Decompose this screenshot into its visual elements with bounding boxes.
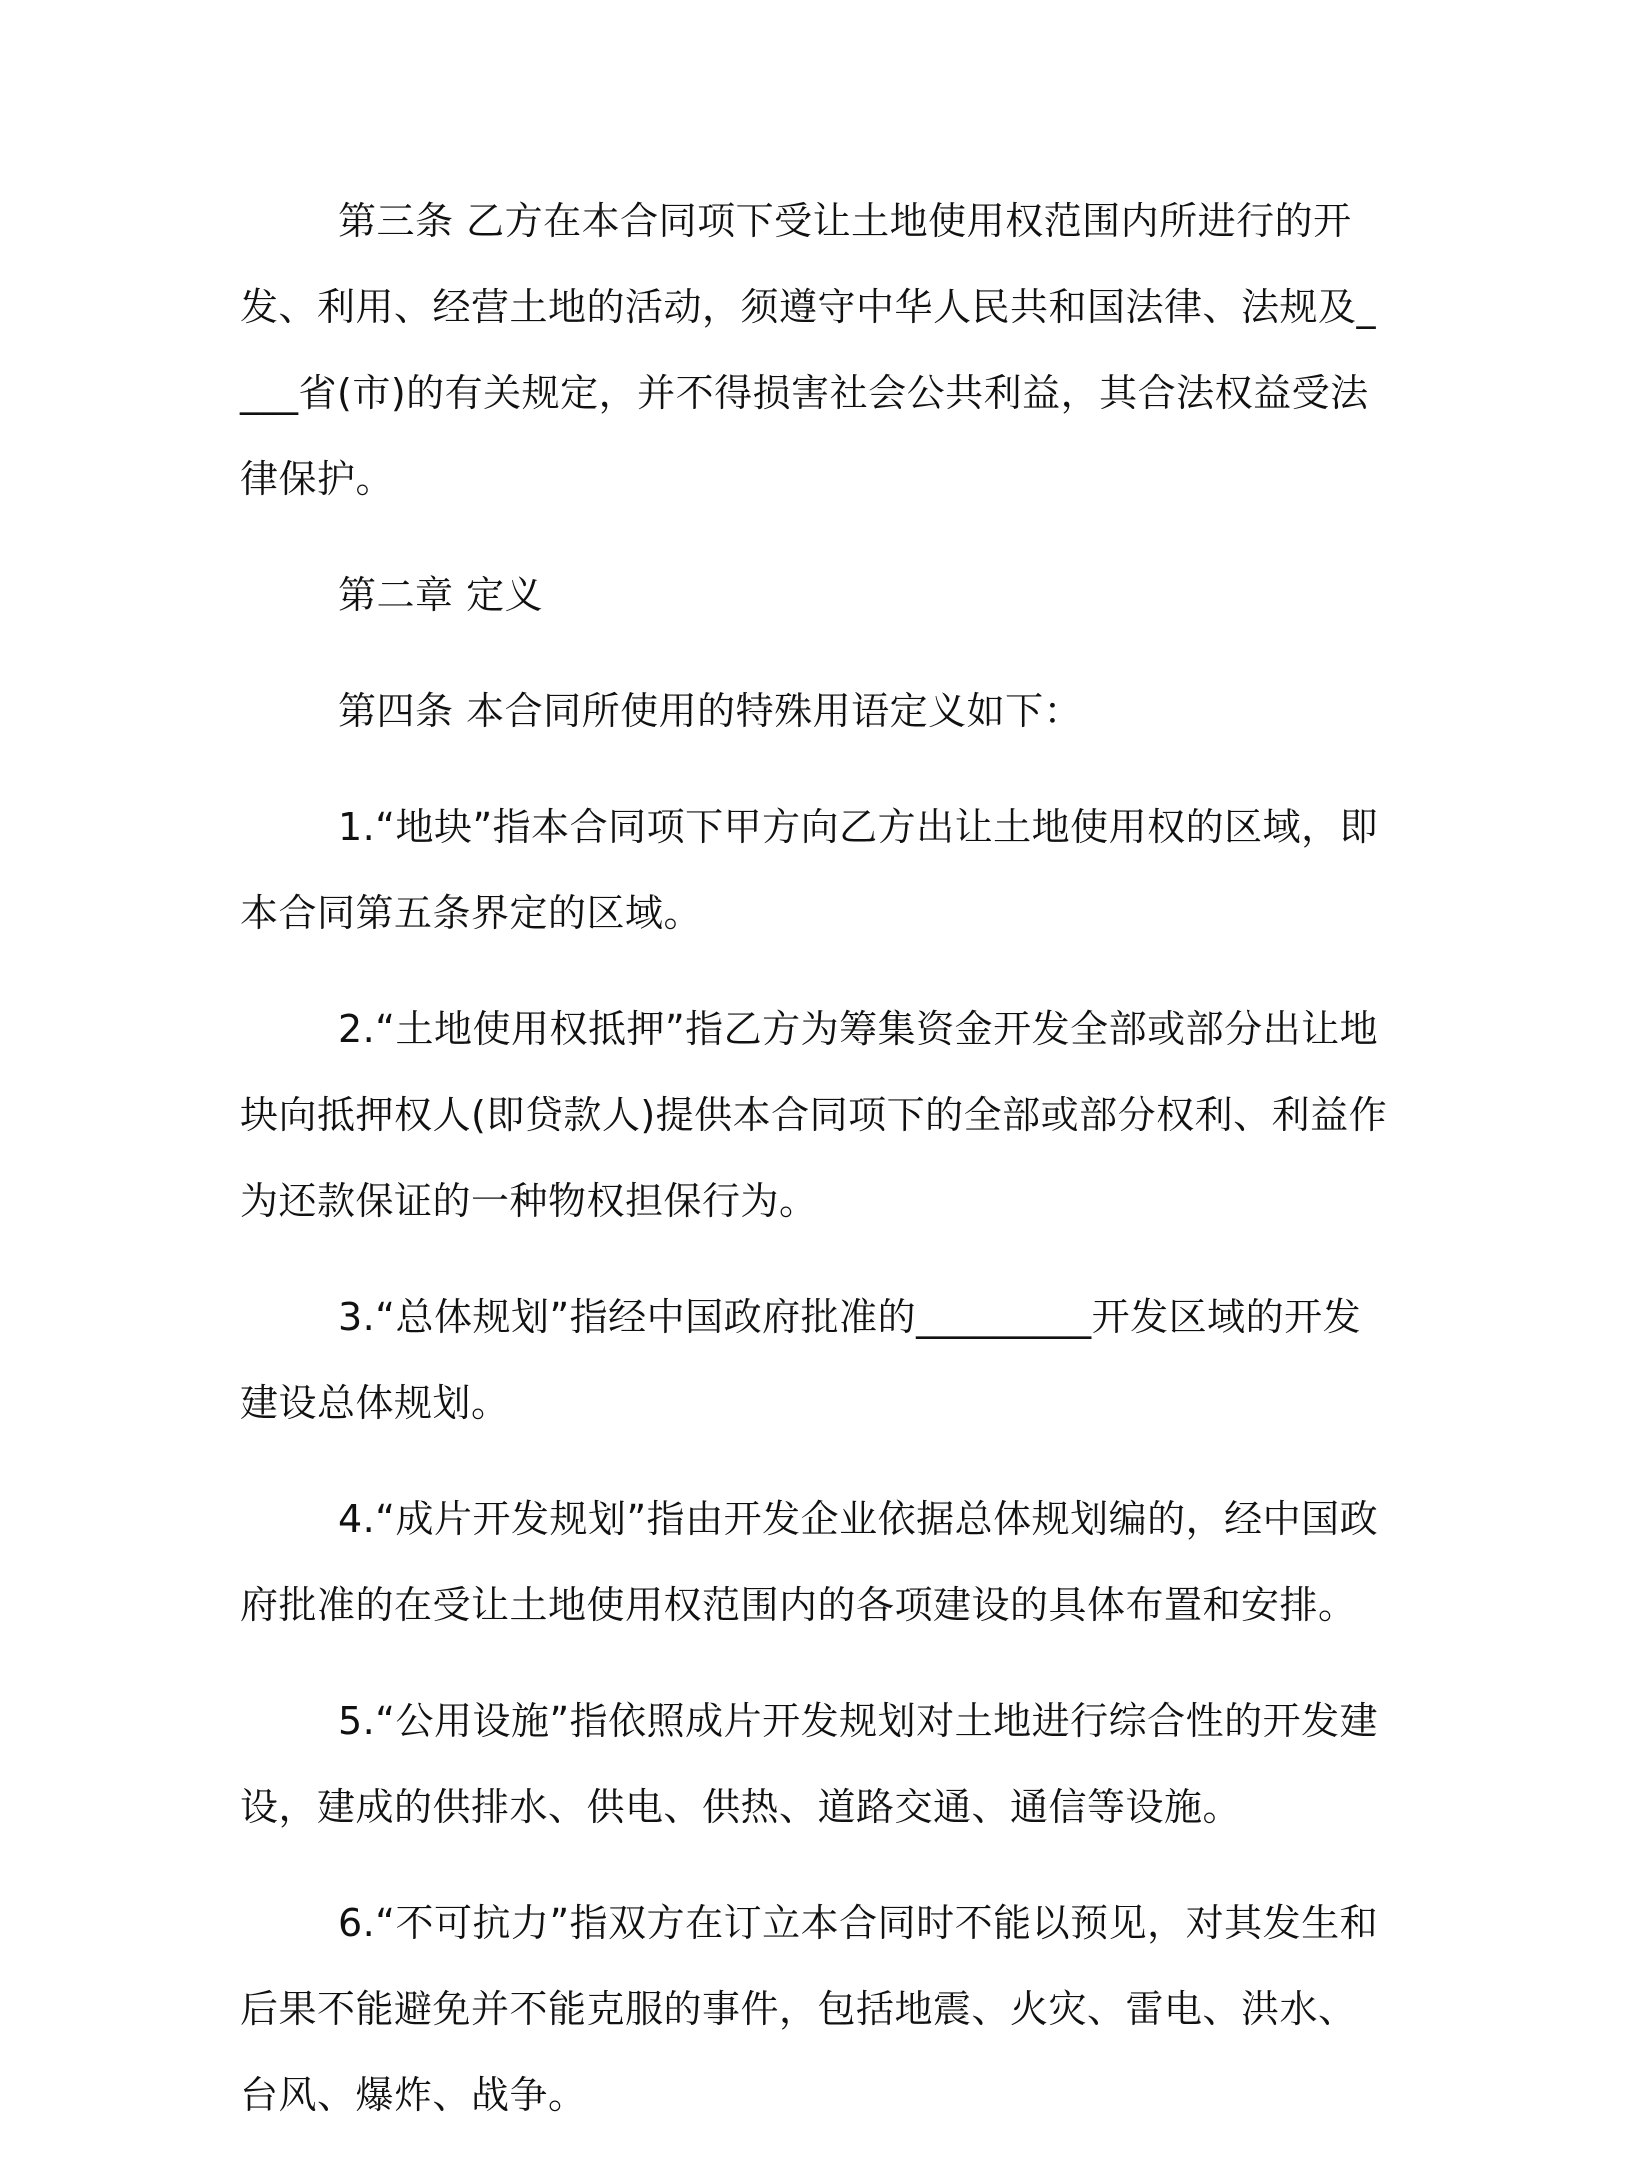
document-body — [240, 178, 1390, 2168]
definition-item-2: 2.“土地使用权抵押”指乙方为筹集资金开发全部或部分出让地块向抵押权人(即贷款人)提供本合同项下的全部或部分权利、利益作为还款保证的一种物权担保行为。 — [240, 1007, 1388, 1223]
chapter-2-heading: 第二章 定义 — [338, 573, 544, 617]
definition-item-5: 5.“公用设施”指依照成片开发规划对土地进行综合性的开发建设，建成的供排水、供电、供热、道路交通、通信等设施。 — [240, 1699, 1379, 1829]
definition-item-4: 4.“成片开发规划”指由开发企业依据总体规划编的，经中国政府批准的在受让土地使用权范围内的各项建设的具体布置和安排。 — [240, 1497, 1379, 1627]
article-4-paragraph: 第四条 本合同所使用的特殊用语定义如下： — [338, 689, 1083, 733]
definition-item-3: 3.“总体规划”指经中国政府批准的_________开发区域的开发建设总体规划。 — [240, 1295, 1362, 1425]
definition-item-6: 6.“不可抗力”指双方在订立本合同时不能以预见，对其发生和后果不能避免并不能克服的事件，包括地震、火灾、雷电、洪水、台风、爆炸、战争。 — [240, 1901, 1379, 2117]
definition-item-1: 1.“地块”指本合同项下甲方向乙方出让土地使用权的区域，即本合同第五条界定的区域。 — [240, 805, 1379, 935]
article-3-paragraph: 第三条 乙方在本合同项下受让土地使用权范围内所进行的开发、利用、经营土地的活动，须遵守中华人民共和国法律、法规及____省(市)的有关规定，并不得损害社会公共利益，其合法权益受法律保护。 — [240, 199, 1377, 501]
